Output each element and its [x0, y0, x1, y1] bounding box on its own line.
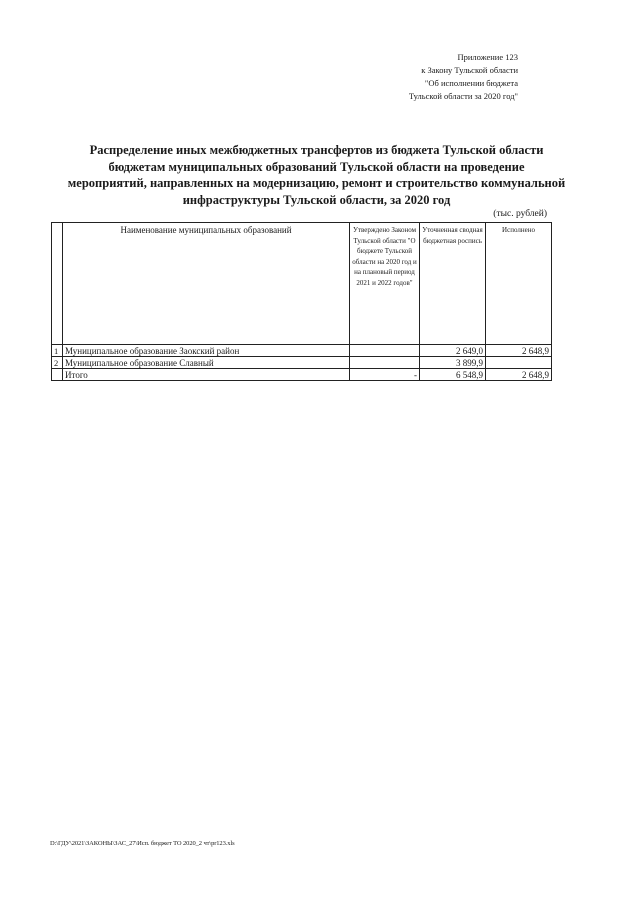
row-refined: 6 548,9: [420, 369, 486, 381]
units-label: (тыс. рублей): [493, 209, 547, 219]
header-name: Наименование муниципальных образований: [63, 223, 350, 345]
transfers-table: [51, 222, 552, 381]
appendix-line-2: к Закону Тульской области: [421, 65, 518, 75]
table-row: [52, 345, 552, 357]
row-executed: 2 648,9: [486, 369, 552, 381]
header-refined: Уточненная сводная бюджетная роспись: [420, 223, 486, 345]
row-approved: -: [350, 369, 420, 381]
title-line-4: инфраструктуры Тульской области, за 2020 год: [182, 192, 451, 207]
row-name: Муниципальное образование Славный: [63, 357, 350, 369]
row-index: 1: [52, 345, 63, 357]
title-line-3: мероприятий, направленных на модернизацию, ремонт и строительство коммунальной: [67, 176, 566, 190]
header-approved: Утверждено Законом Тульской области "О бюджете Тульской области на 2020 год и на плановый период 2021 и 2022 годов": [350, 223, 420, 345]
row-index: [52, 369, 63, 381]
appendix-line-3: "Об исполнении бюджета: [424, 78, 518, 88]
row-name: Итого: [63, 369, 350, 381]
row-approved: [350, 345, 420, 357]
row-refined: 3 899,9: [420, 357, 486, 369]
row-approved: [350, 357, 420, 369]
row-executed: 2 648,9: [486, 345, 552, 357]
header-executed: Исполнено: [486, 223, 552, 345]
title-line-1: Распределение иных межбюджетных трансфертов из бюджета Тульской области: [89, 143, 544, 157]
table-total-row: [52, 369, 552, 381]
row-name: Муниципальное образование Заокский район: [63, 345, 350, 357]
row-index: 2: [52, 357, 63, 369]
title-line-2: бюджетам муниципальных образований Тульской области на проведение: [108, 159, 525, 174]
table-row: [52, 357, 552, 369]
row-executed: [486, 357, 552, 369]
table-header-row: [52, 223, 552, 345]
appendix-line-4: Тульской области за 2020 год": [408, 91, 518, 101]
appendix-line-1: Приложение 123: [457, 52, 518, 62]
header-index: [52, 223, 63, 345]
appendix-note: [298, 51, 518, 103]
row-refined: 2 649,0: [420, 345, 486, 357]
document-title: [40, 142, 593, 208]
file-path-footer: D:\ГДУ\2021\ЗАКОНЫ\ЗАС_27\Исп. бюджет ТО 2020_2 чт\pr123.xls: [50, 840, 235, 847]
